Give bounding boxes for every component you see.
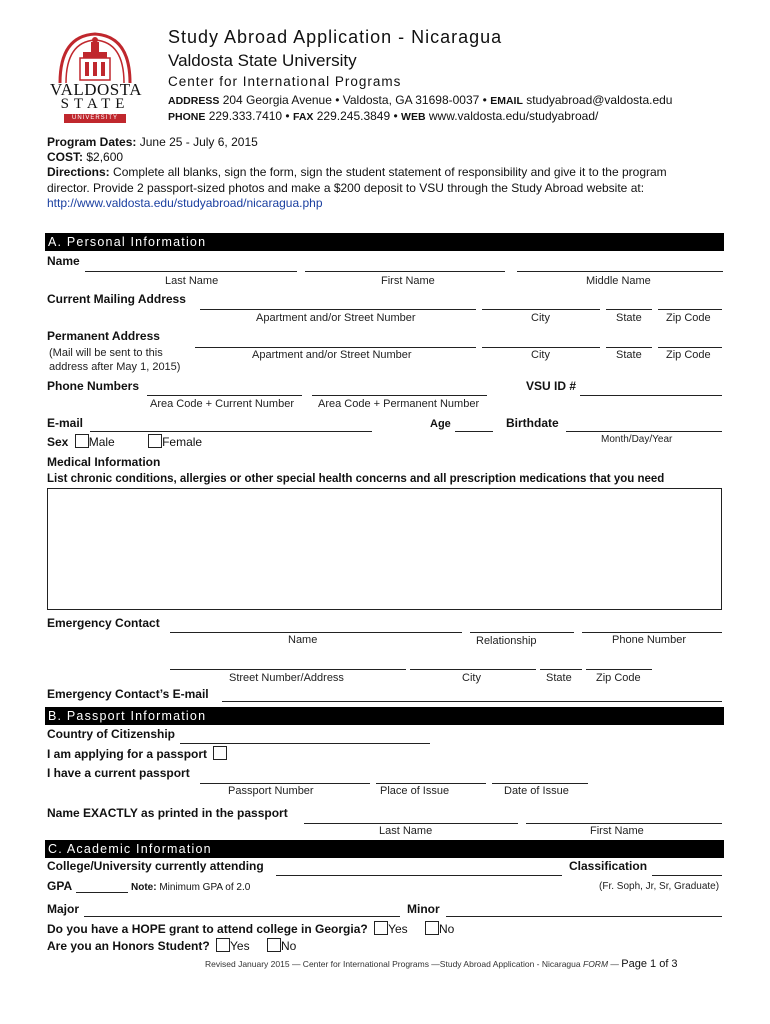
current-phone-caption: Area Code + Current Number [150, 398, 294, 410]
permanent-zip-input[interactable] [658, 347, 722, 348]
ec-name-caption: Name [288, 634, 318, 646]
citizenship-label: Country of Citizenship [47, 727, 175, 741]
permanent-zip-caption: Zip Code [666, 349, 711, 361]
email-input[interactable] [90, 431, 372, 432]
birthdate-label: Birthdate [506, 416, 559, 430]
college-label: College/University currently attending [47, 859, 264, 873]
medical-textarea[interactable] [47, 488, 722, 610]
hope-grant-row [47, 921, 454, 936]
honors-question: Are you an Honors Student? [47, 939, 210, 953]
medical-label: Medical Information [47, 455, 161, 469]
gpa-input[interactable] [76, 892, 128, 893]
classification-label: Classification [569, 859, 648, 873]
classification-input[interactable] [652, 875, 722, 876]
classification-options: (Fr. Soph, Jr, Sr, Graduate) [599, 881, 720, 892]
minor-label: Minor [407, 902, 440, 916]
directions-line-2: director. Provide 2 passport-sized photos and make a $200 deposit to VSU through the Study Abroad website at: [47, 181, 645, 195]
date-of-issue-input[interactable] [492, 783, 588, 784]
passport-number-input[interactable] [200, 783, 370, 784]
permanent-phone-caption: Area Code + Permanent Number [318, 398, 480, 410]
hope-grant-question: Do you have a HOPE grant to attend college in Georgia? [47, 922, 368, 936]
ec-zip-caption: Zip Code [596, 672, 641, 684]
program-dates: Program Dates: June 25 - July 6, 2015 [47, 135, 258, 149]
middle-name-input[interactable] [517, 271, 723, 272]
birthdate-input[interactable] [566, 431, 722, 432]
ec-phone-input[interactable] [582, 632, 722, 633]
ec-email-label: Emergency Contact’s E-mail [47, 687, 209, 701]
last-name-input[interactable] [85, 271, 297, 272]
ec-state-input[interactable] [540, 669, 582, 670]
first-name-caption: First Name [381, 275, 435, 287]
ec-relationship-caption: Relationship [476, 635, 537, 647]
citizenship-input[interactable] [180, 743, 430, 744]
ec-phone-caption: Phone Number [612, 634, 686, 646]
vsu-id-label: VSU ID # [526, 379, 577, 393]
ec-zip-input[interactable] [586, 669, 652, 670]
current-phone-input[interactable] [147, 395, 302, 396]
section-c-header: C. Academic Information [45, 840, 724, 858]
program-cost: COST: $2,600 [47, 150, 124, 164]
male-label: Male [88, 435, 115, 449]
ec-city-input[interactable] [410, 669, 536, 670]
female-checkbox[interactable] [148, 434, 162, 448]
logo-text-valdosta: VALDOSTA [50, 80, 143, 99]
permanent-state-caption: State [616, 349, 642, 361]
hope-no-label: No [438, 922, 455, 936]
email-label: E-mail [47, 416, 84, 430]
logo-text-state: STATE [60, 96, 130, 112]
ec-street-input[interactable] [170, 669, 406, 670]
ec-city-caption: City [462, 672, 481, 684]
mailing-city-input[interactable] [482, 309, 600, 310]
passport-first-name-caption: First Name [590, 825, 644, 837]
honors-yes-checkbox[interactable] [216, 938, 230, 952]
major-input[interactable] [84, 916, 400, 917]
section-b-header: B. Passport Information [45, 707, 724, 725]
ec-state-caption: State [546, 672, 572, 684]
hope-yes-checkbox[interactable] [374, 921, 388, 935]
name-exactly-label: Name EXACTLY as printed in the passport [47, 806, 288, 820]
program-link[interactable]: http://www.valdosta.edu/studyabroad/nicaragua.php [47, 196, 323, 210]
age-label: Age [430, 418, 451, 430]
college-input[interactable] [276, 875, 562, 876]
current-passport-label: I have a current passport [47, 766, 190, 780]
ec-email-input[interactable] [222, 701, 722, 702]
mailing-state-caption: State [616, 312, 642, 324]
honors-row [47, 938, 296, 953]
mailing-city-caption: City [531, 312, 550, 324]
passport-last-name-input[interactable] [304, 823, 518, 824]
honors-no-label: No [280, 939, 297, 953]
university-name: Valdosta State University [168, 51, 357, 70]
last-name-caption: Last Name [165, 275, 219, 287]
permanent-city-caption: City [531, 349, 550, 361]
female-label: Female [162, 435, 203, 449]
sex-row [47, 434, 202, 449]
permanent-note-2: address after May 1, 2015) [49, 361, 181, 373]
place-of-issue-caption: Place of Issue [380, 785, 450, 797]
name-label: Name [47, 254, 80, 268]
ec-street-caption: Street Number/Address [229, 672, 344, 684]
section-a-header: A. Personal Information [45, 233, 724, 251]
emergency-contact-label: Emergency Contact [47, 616, 160, 630]
page-footer: Revised January 2015 — Center for International Programs —Study Abroad Application - Nicaragua FORM — Page 1 of 3 [205, 958, 678, 970]
permanent-state-input[interactable] [606, 347, 652, 348]
mailing-street-caption: Apartment and/or Street Number [256, 312, 416, 324]
passport-last-name-caption: Last Name [379, 825, 433, 837]
birthdate-caption: Month/Day/Year [601, 434, 673, 445]
major-label: Major [47, 902, 80, 916]
gpa-note: Note: Minimum GPA of 2.0 [131, 882, 251, 893]
hope-yes-label: Yes [388, 922, 408, 936]
address-line: ADDRESS 204 Georgia Avenue • Valdosta, GA 31698-0037 • EMAIL studyabroad@valdosta.edu [168, 93, 673, 107]
applying-passport-label: I am applying for a passport [47, 746, 227, 761]
male-checkbox[interactable] [75, 434, 89, 448]
mailing-street-input[interactable] [200, 309, 476, 310]
place-of-issue-input[interactable] [376, 783, 486, 784]
center-name: Center for International Programs [168, 74, 402, 89]
sex-label: Sex [47, 435, 69, 449]
mailing-state-input[interactable] [606, 309, 652, 310]
ec-name-input[interactable] [170, 632, 462, 633]
mailing-zip-input[interactable] [658, 309, 722, 310]
applying-passport-checkbox[interactable] [213, 746, 227, 760]
permanent-note-1: (Mail will be sent to this [49, 347, 163, 359]
form-title: Study Abroad Application - Nicaragua [168, 27, 503, 47]
vsu-id-input[interactable] [580, 395, 722, 396]
honors-no-checkbox[interactable] [267, 938, 281, 952]
logo-text-university: UNIVERSITY [64, 114, 126, 123]
mailing-zip-caption: Zip Code [666, 312, 711, 324]
honors-yes-label: Yes [230, 939, 250, 953]
date-of-issue-caption: Date of Issue [504, 785, 569, 797]
permanent-street-caption: Apartment and/or Street Number [252, 349, 412, 361]
permanent-address-label: Permanent Address [47, 329, 160, 343]
passport-number-caption: Passport Number [228, 785, 314, 797]
middle-name-caption: Middle Name [586, 275, 651, 287]
phone-numbers-label: Phone Numbers [47, 379, 140, 393]
minor-input[interactable] [446, 916, 722, 917]
age-input[interactable] [455, 431, 493, 432]
phone-line: PHONE 229.333.7410 • FAX 229.245.3849 • WEB www.valdosta.edu/studyabroad/ [168, 109, 599, 123]
ec-relationship-input[interactable] [470, 632, 574, 633]
first-name-input[interactable] [305, 271, 505, 272]
mailing-address-label: Current Mailing Address [47, 292, 186, 306]
gpa-label: GPA [47, 879, 73, 893]
permanent-city-input[interactable] [482, 347, 600, 348]
permanent-street-input[interactable] [195, 347, 476, 348]
passport-first-name-input[interactable] [526, 823, 722, 824]
medical-instructions: List chronic conditions, allergies or other special health concerns and all prescription medications that you need [47, 473, 665, 485]
directions-line-1: Directions: Complete all blanks, sign the form, sign the student statement of responsibility and give it to the program [47, 165, 667, 179]
hope-no-checkbox[interactable] [425, 921, 439, 935]
page-number: Page 1 of 3 [621, 958, 678, 970]
permanent-phone-input[interactable] [312, 395, 487, 396]
vsu-logo [50, 28, 143, 124]
